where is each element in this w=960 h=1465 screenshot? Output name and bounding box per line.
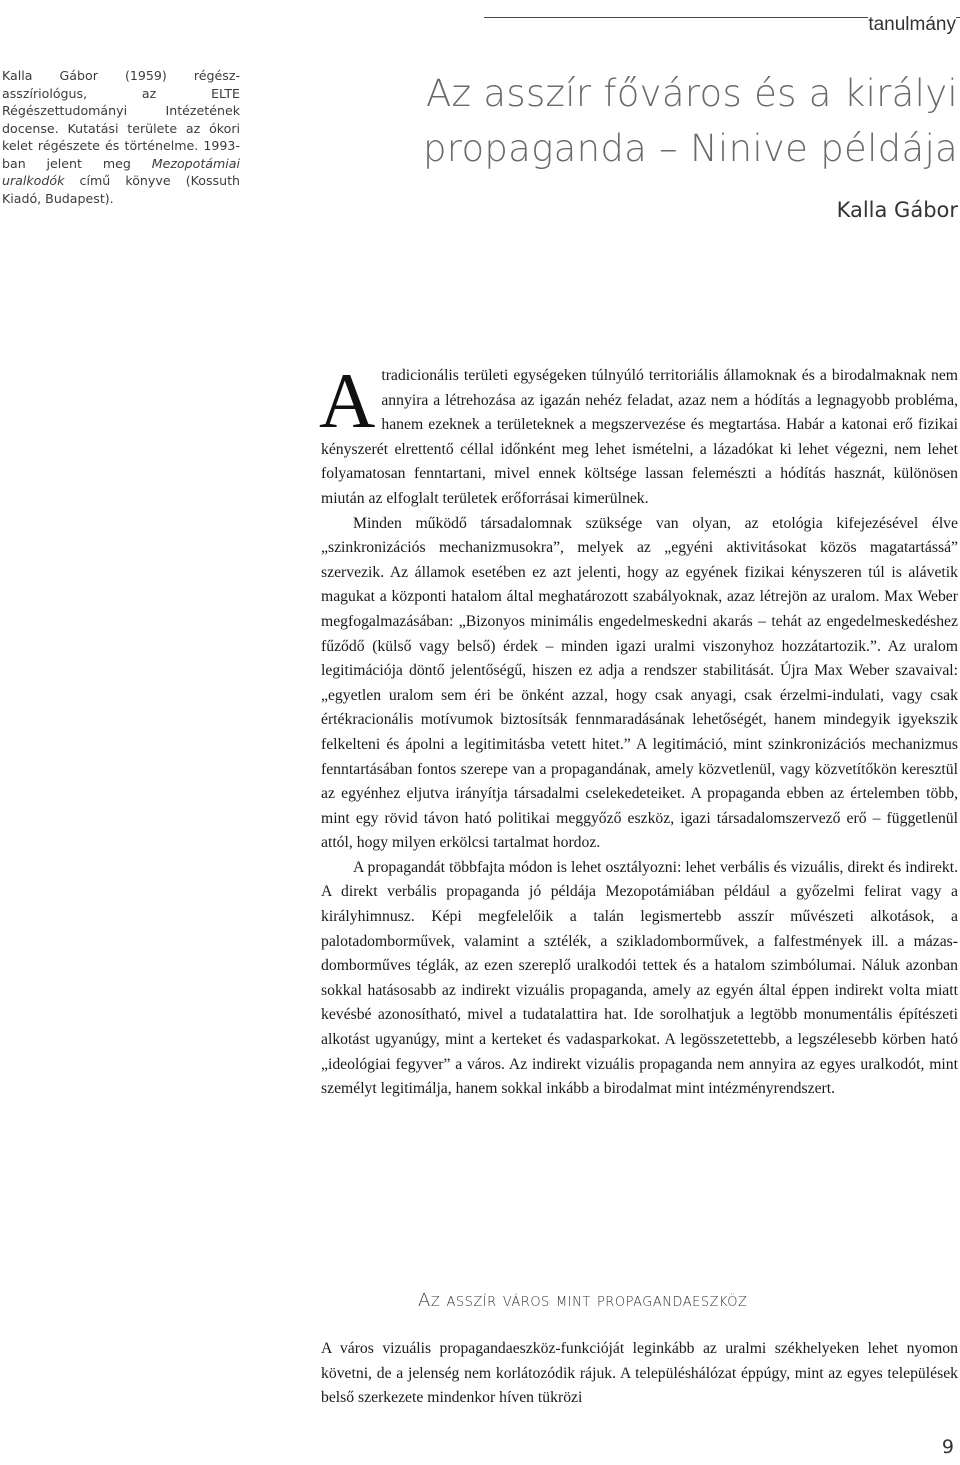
section-2-paragraph-1: A város vizuális propagandaeszköz-funkcióját leginkább az uralmi székhelyeken lehet nyomon követni, de a jelenség nem korlátozódik rájuk. A településhálózat éppúgy, mint az egyes települések belső szerkezete mindenkor híven tükrözi xyxy=(321,1340,958,1407)
author-note xyxy=(2,67,240,207)
paragraph-1 xyxy=(319,357,958,512)
drop-cap: A xyxy=(319,357,376,444)
paragraph-3: A propagandát többfajta módon is lehet osztályozni: lehet verbális és vizuális, direkt és indirekt. A direkt verbális propaganda jó példája Mezopotámiában például a győzelmi felirat vagy a királyhimnusz. Képi megfelelőik a talán legismertebb asszír művészeti alkotások, a palotadomborművek, valamint a sztélék, a szikladomborművek, a falfestmények ill. a mázas-domborműves téglák, az ezen szereplő uralkodói tettek és a hatalom szimbólumai. Náluk azonban sokkal hatásosabb az indirekt vizuális propaganda, amely az egyén által éppen indirekt volta miatt kevésbé azonosítható, mivel a tudatalattira hat. Ide sorolhatjuk a legtöbb monumentális építészeti alkotást ugyanúgy, mint a kerteket és vadasparkokat. A legösszetettebb, a legszélesebb körben ható „ideológiai fegyver” a város. Az indirekt vizuális propaganda nem annyira az egyes uralkodót, mint személyt legitimálja, hanem sokkal inkább a birodalmat mint intézményrendszert. xyxy=(321,858,958,1098)
page-number: 9 xyxy=(941,1436,954,1458)
article-title: Az asszír főváros és a királyi propaganda – Ninive példája xyxy=(422,72,958,170)
section-2-body xyxy=(321,1337,958,1411)
author-note-text-end: című könyve (Kossuth Kiadó, Budapest). xyxy=(2,173,240,206)
article-author: Kalla Gábor xyxy=(836,198,958,222)
article-body xyxy=(319,357,958,1102)
book-title: Mezopotámiai uralkodók xyxy=(2,155,240,188)
header-rule xyxy=(484,14,960,35)
paragraph-1-text: tradicionális területi egységeken túlnyúló territoriális államoknak és a birodalmaknak nem annyira a létrehozása az igazán nehéz feladat, azaz nem a hódítás a legnagyobb probléma, hanem ezeknek a területeknek a megszervezése és megtartása. Habár a katonai erő fizikai kényszerét elrettentő céllal időnként meg lehet ismételni, a lázadókat ki lehet végezni, nem lehet folyamatosan fenntartani, mivel ennek költsége lassan felemészti a hódítás hasznát, különösen miután az elfoglalt területek erőforrásai kimerülnek. xyxy=(321,367,958,507)
author-note-text: Kalla Gábor (1959) régész-asszíriológus, az ELTE Régészettudományi Intézetének docense. Kutatási területe az ókori kelet régészete és történelme. 1993-ban jelent meg xyxy=(2,68,240,171)
paragraph-2: Minden működő társadalomnak szüksége van olyan, az etológia kifejezésével élve „szinkronizációs mechanizmusokra”, melyek az „egyéni aktivitásokat közös magatartássá” szervezik. Az államok esetében ez azt jelenti, hogy az egyének fizikai kényszeren túl is alávetik magukat a központi hatalom által meghatározott szabályoknak, azaz létrejön az uralom. Max Weber megfogalmazásában: „Bizonyos minimális engedelmeskedni akarás – tehát az engedelmeskedéshez fűződő (külső vagy belső) érdek – minden igazi uralmi viszonyhoz hozzátartozik.”. Az uralom legitimációja döntő jelentőségű, hiszen ez adja a rendszer stabilitását. Újra Max Weber szavaival: „egyetlen uralom sem éri be önként azzal, hogy csak anyagi, csak érzelmi-indulati, vagy csak értékracionális motívumok biztosítsák fennmaradásának lehetőségét, hanem mindegyik igyekszik felkelteni és ápolni a legitimitásba vetett hitet.” A legitimáció, mint szinkronizációs mechanizmus fenntartásában fontos szerepe van a propagandának, amely közvetlenül, vagy közvetítőkön keresztül az egyénhez eljutva irányítja társadalmi cselekedeteiket. A propaganda ebben az értelemben több, mint egy rövid távon ható politikai meggyőző eszköz, igazi társadalomszervező erő – függetlenül attól, hogy milyen erkölcsi tartalmat hordoz. xyxy=(321,514,958,852)
section-subheading: Az asszír város mint propagandaeszköz xyxy=(418,1290,748,1311)
section-label: tanulmány xyxy=(868,14,956,35)
